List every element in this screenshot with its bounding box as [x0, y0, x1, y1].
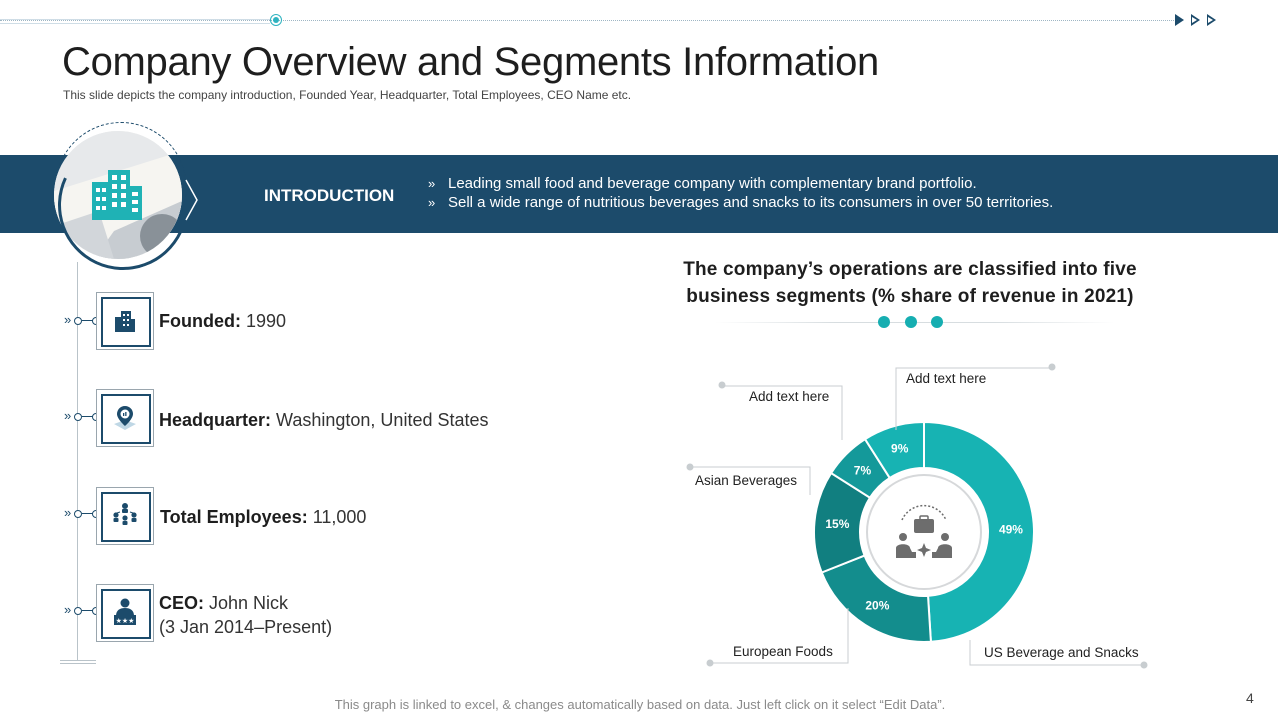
timeline-arrow-icon: »: [64, 408, 72, 423]
ceo-value: John Nick: [209, 593, 289, 613]
intro-bullet-text: Sell a wide range of nutritious beverages and snacks to its consumers in over 50 territories.: [448, 194, 1054, 211]
chart-title: The company’s operations are classified into five business segments (% share of revenue in 2021): [683, 259, 1137, 307]
bullet-marker: »: [428, 195, 436, 210]
ceo-icon-box: [96, 584, 154, 642]
headquarter-fact: [159, 410, 489, 431]
play-arrow-icon: [1175, 14, 1184, 26]
segment-label: Asian Beverages: [695, 473, 798, 488]
intro-bullet: [428, 194, 1053, 211]
intro-label: INTRODUCTION: [264, 186, 395, 205]
founded-icon-box: [96, 292, 154, 350]
building-icon: [113, 309, 137, 333]
play-arrow-outline-icon: [1207, 14, 1216, 26]
page-subtitle: This slide depicts the company introduction, Founded Year, Headquarter, Total Employees, CEO Name etc.: [63, 88, 632, 102]
slice-value-label: 7%: [853, 463, 872, 478]
segment-label: Add text here: [906, 371, 987, 386]
team-icon: [111, 502, 139, 528]
decorative-dot: [931, 316, 943, 328]
decorative-dot: [878, 316, 890, 328]
decorative-dot: [905, 316, 917, 328]
svg-text:★★★: ★★★: [115, 617, 135, 625]
ceo-tenure: (3 Jan 2014–Present): [159, 617, 333, 637]
segment-label: European Foods: [733, 644, 833, 659]
headquarter-value: Washington, United States: [276, 410, 489, 430]
ceo-fact: [159, 593, 288, 614]
timeline-arrow-icon: »: [64, 312, 72, 327]
slice-value-label: 15%: [825, 516, 850, 531]
page-number: 4: [1246, 690, 1254, 706]
founded-fact: [159, 311, 286, 332]
founded-label: Founded:: [159, 311, 241, 331]
employees-icon-box: [96, 487, 154, 545]
top-divider-solid: [0, 19, 270, 24]
intro-bullet-text: Leading small food and beverage company with complementary brand portfolio.: [448, 175, 977, 192]
timeline-node: [74, 413, 82, 421]
employees-value: 11,000: [312, 507, 367, 527]
employees-label: Total Employees:: [160, 507, 308, 527]
employees-fact: [160, 507, 366, 528]
timeline-base: [60, 660, 96, 664]
timeline-node: [74, 317, 82, 325]
footer-note: This graph is linked to excel, & changes automatically based on data. Just left click on it select “Edit Data”.: [334, 697, 946, 712]
building-icon: [90, 166, 144, 227]
chevron-right-icon: [184, 178, 200, 227]
founded-value: 1990: [246, 311, 287, 331]
slice-value-label: 20%: [865, 598, 890, 613]
headquarter-icon-box: [96, 389, 154, 447]
timeline-arrow-icon: »: [64, 505, 72, 520]
intro-bullet: [428, 175, 977, 192]
top-ring-icon: [270, 14, 282, 26]
timeline-node: [74, 607, 82, 615]
headquarter-label: Headquarter:: [159, 410, 272, 430]
segment-label: US Beverage and Snacks: [984, 645, 1139, 660]
slice-value-label: 9%: [891, 441, 909, 456]
segment-label: Add text here: [749, 389, 830, 404]
ceo-label: CEO:: [159, 593, 204, 613]
location-pin-icon: [112, 404, 138, 432]
timeline-arrow-icon: »: [64, 602, 72, 617]
slice-value-label: 49%: [998, 522, 1023, 537]
play-arrow-outline-icon: [1191, 14, 1200, 26]
bullet-marker: »: [428, 176, 436, 191]
ceo-icon: [113, 597, 137, 627]
timeline-node: [74, 510, 82, 518]
page-title: Company Overview and Segments Information: [62, 40, 879, 84]
